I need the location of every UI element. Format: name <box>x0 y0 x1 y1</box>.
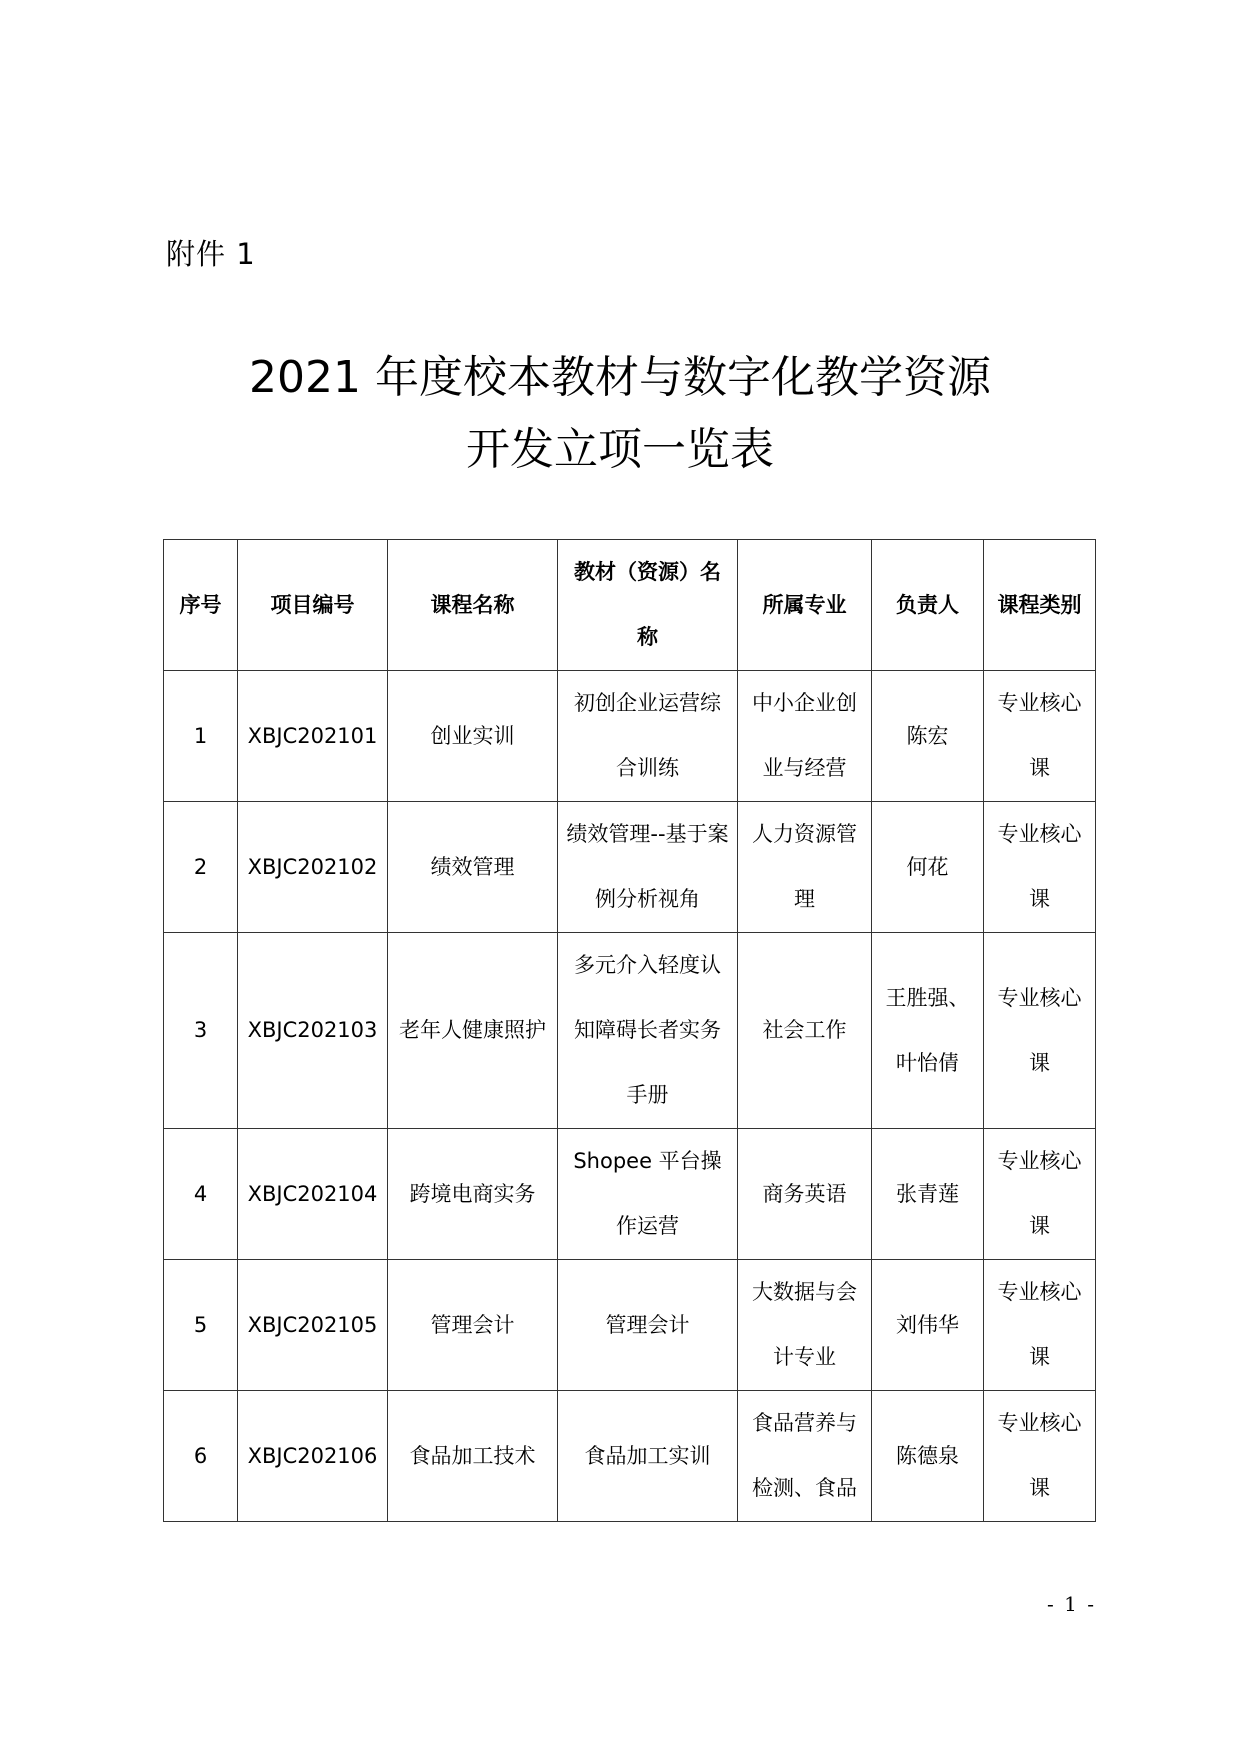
header-cell-lead: 负责人 <box>872 540 984 671</box>
cell-course-name: 食品加工技术 <box>388 1391 558 1522</box>
table-row <box>164 1260 1096 1391</box>
cell-material-name: 管理会计 <box>558 1260 738 1391</box>
table-row <box>164 933 1096 1129</box>
cell-material-name: 多元介入轻度认知障碍长者实务手册 <box>558 933 738 1129</box>
cell-lead: 王胜强、叶怡倩 <box>872 933 984 1129</box>
cell-lead: 张青莲 <box>872 1129 984 1260</box>
cell-category: 专业核心课 <box>984 1391 1096 1522</box>
header-cell-course-name: 课程名称 <box>388 540 558 671</box>
cell-course-name: 跨境电商实务 <box>388 1129 558 1260</box>
cell-project-code: XBJC202104 <box>238 1129 388 1260</box>
cell-category: 专业核心课 <box>984 671 1096 802</box>
header-cell-major: 所属专业 <box>738 540 872 671</box>
project-table <box>163 539 1096 1522</box>
header-cell-category: 课程类别 <box>984 540 1096 671</box>
cell-major: 中小企业创业与经营 <box>738 671 872 802</box>
cell-project-code: XBJC202101 <box>238 671 388 802</box>
cell-index: 5 <box>164 1260 238 1391</box>
table-row <box>164 671 1096 802</box>
cell-major: 大数据与会计专业 <box>738 1260 872 1391</box>
cell-project-code: XBJC202102 <box>238 802 388 933</box>
cell-course-name: 绩效管理 <box>388 802 558 933</box>
cell-major: 商务英语 <box>738 1129 872 1260</box>
cell-course-name: 管理会计 <box>388 1260 558 1391</box>
cell-index: 3 <box>164 933 238 1129</box>
cell-material-name: 初创企业运营综合训练 <box>558 671 738 802</box>
cell-major: 人力资源管理 <box>738 802 872 933</box>
header-cell-index: 序号 <box>164 540 238 671</box>
cell-material-name: Shopee 平台操作运营 <box>558 1129 738 1260</box>
cell-major: 社会工作 <box>738 933 872 1129</box>
cell-material-name: 食品加工实训 <box>558 1391 738 1522</box>
cell-index: 2 <box>164 802 238 933</box>
cell-material-name: 绩效管理--基于案例分析视角 <box>558 802 738 933</box>
cell-course-name: 创业实训 <box>388 671 558 802</box>
document-title-line-1: 2021 年度校本教材与数字化教学资源 <box>249 352 991 403</box>
cell-major: 食品营养与检测、食品 <box>738 1391 872 1522</box>
table-row <box>164 1129 1096 1260</box>
cell-lead: 何花 <box>872 802 984 933</box>
cell-lead: 陈宏 <box>872 671 984 802</box>
header-cell-material-name: 教材（资源）名称 <box>558 540 738 671</box>
document-title-line-2: 开发立项一览表 <box>466 424 774 475</box>
cell-category: 专业核心课 <box>984 1129 1096 1260</box>
table-row <box>164 802 1096 933</box>
cell-index: 1 <box>164 671 238 802</box>
cell-project-code: XBJC202105 <box>238 1260 388 1391</box>
cell-category: 专业核心课 <box>984 1260 1096 1391</box>
table-header-row <box>164 540 1096 671</box>
cell-lead: 陈德泉 <box>872 1391 984 1522</box>
cell-lead: 刘伟华 <box>872 1260 984 1391</box>
cell-index: 4 <box>164 1129 238 1260</box>
page-number: - 1 - <box>1047 1592 1096 1616</box>
cell-category: 专业核心课 <box>984 933 1096 1129</box>
cell-index: 6 <box>164 1391 238 1522</box>
cell-project-code: XBJC202103 <box>238 933 388 1129</box>
table-row <box>164 1391 1096 1522</box>
attachment-label: 附件 1 <box>166 237 256 271</box>
cell-category: 专业核心课 <box>984 802 1096 933</box>
cell-project-code: XBJC202106 <box>238 1391 388 1522</box>
header-cell-project-code: 项目编号 <box>238 540 388 671</box>
cell-course-name: 老年人健康照护 <box>388 933 558 1129</box>
